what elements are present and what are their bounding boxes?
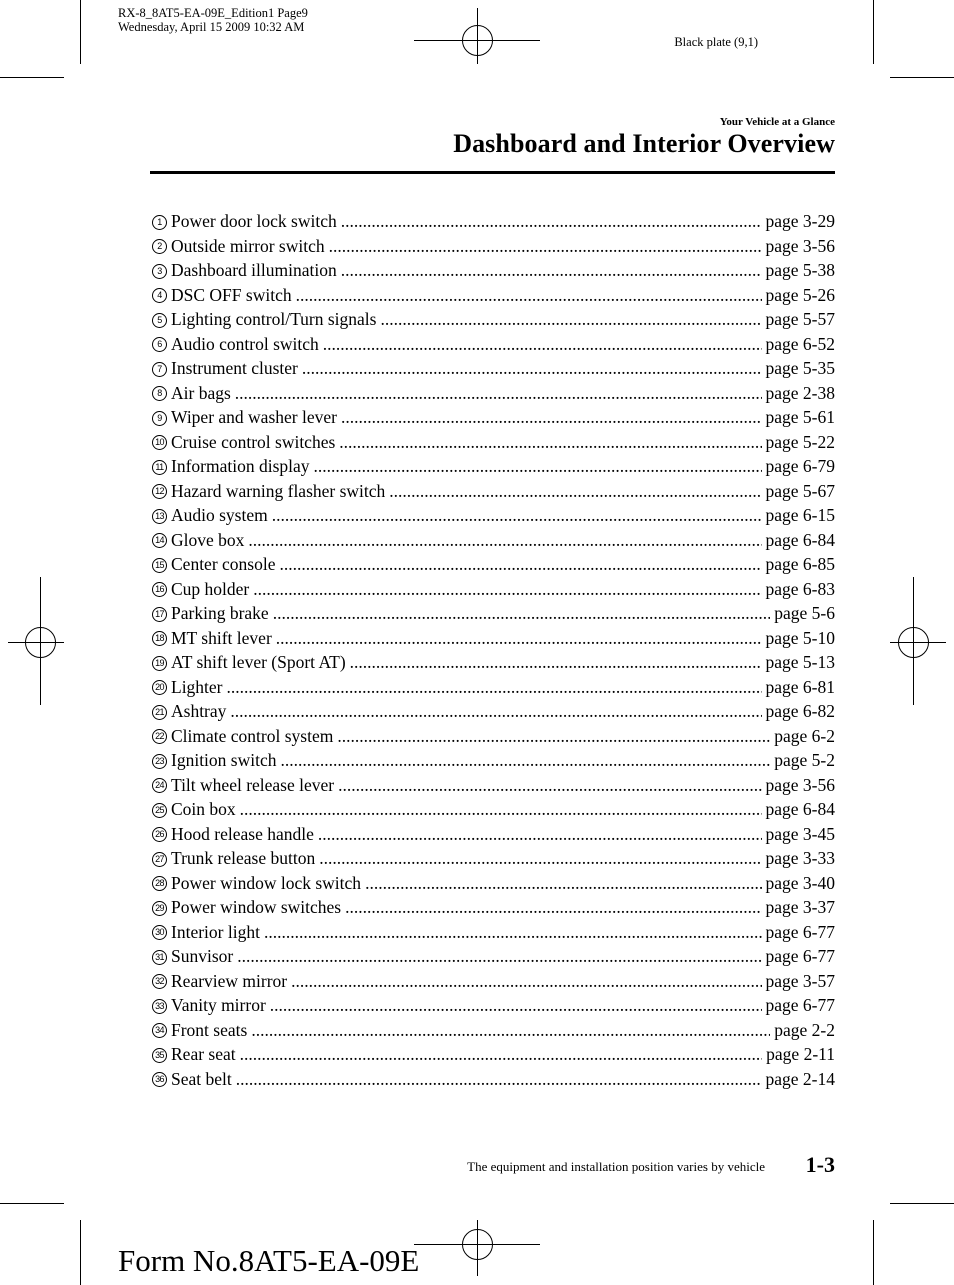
toc-entry-label: Ignition switch bbox=[171, 750, 277, 770]
item-number-badge: 22 bbox=[152, 729, 167, 744]
item-number-badge: 3 bbox=[152, 264, 167, 279]
dot-leader bbox=[273, 602, 771, 624]
toc-entry bbox=[152, 333, 835, 358]
dot-leader bbox=[323, 333, 762, 355]
table-of-contents bbox=[152, 210, 835, 1092]
item-number-badge: 4 bbox=[152, 288, 167, 303]
item-number-badge: 6 bbox=[152, 337, 167, 352]
dot-leader bbox=[264, 921, 762, 943]
toc-entry-page: page 6-85 bbox=[765, 554, 835, 574]
toc-entry bbox=[152, 1043, 835, 1068]
toc-entry bbox=[152, 994, 835, 1019]
toc-entry-label: Instrument cluster bbox=[171, 358, 298, 378]
footer-note: The equipment and installation position varies by vehicle bbox=[467, 1159, 765, 1174]
toc-entry bbox=[152, 259, 835, 284]
toc-entry bbox=[152, 921, 835, 946]
toc-entry-page: page 5-35 bbox=[765, 358, 835, 378]
toc-entry-page: page 6-79 bbox=[765, 456, 835, 476]
toc-entry-label: Ashtray bbox=[171, 701, 227, 721]
item-number-badge: 26 bbox=[152, 827, 167, 842]
toc-entry bbox=[152, 602, 835, 627]
toc-entry-page: page 3-56 bbox=[765, 235, 835, 256]
dot-leader bbox=[350, 651, 762, 673]
dot-leader bbox=[240, 798, 762, 820]
toc-entry-page: page 3-37 bbox=[765, 897, 835, 917]
toc-entry bbox=[152, 749, 835, 774]
item-number-badge: 13 bbox=[152, 509, 167, 524]
dot-leader bbox=[341, 210, 762, 232]
item-number-badge: 7 bbox=[152, 362, 167, 377]
dot-leader bbox=[389, 480, 761, 502]
toc-entry-page: page 6-84 bbox=[765, 529, 835, 550]
item-number-badge: 5 bbox=[152, 313, 167, 328]
toc-entry bbox=[152, 210, 835, 235]
toc-entry-label: Wiper and washer lever bbox=[171, 407, 337, 427]
toc-entry-page: page 6-84 bbox=[765, 799, 835, 819]
toc-entry-page: page 6-77 bbox=[765, 921, 835, 942]
item-number-badge: 10 bbox=[152, 435, 167, 450]
item-number-badge: 17 bbox=[152, 607, 167, 622]
toc-entry bbox=[152, 872, 835, 897]
item-number-badge: 30 bbox=[152, 925, 167, 940]
dot-leader bbox=[279, 553, 761, 575]
page-title: Dashboard and Interior Overview bbox=[453, 129, 835, 158]
toc-entry-page: page 5-61 bbox=[765, 407, 835, 427]
item-number-badge: 11 bbox=[152, 460, 167, 475]
toc-entry-page: page 5-10 bbox=[765, 627, 835, 648]
dot-leader bbox=[280, 749, 770, 771]
toc-entry-label: Information display bbox=[171, 456, 310, 476]
dot-leader bbox=[365, 872, 761, 894]
toc-entry-label: Dashboard illumination bbox=[171, 260, 337, 280]
toc-entry-label: Center console bbox=[171, 554, 276, 574]
dot-leader bbox=[319, 847, 761, 869]
dot-leader bbox=[345, 896, 761, 918]
toc-entry bbox=[152, 480, 835, 505]
item-number-badge: 20 bbox=[152, 680, 167, 695]
toc-entry-page: page 6-2 bbox=[774, 725, 835, 746]
toc-entry-page: page 3-56 bbox=[765, 774, 835, 795]
toc-entry-page: page 3-29 bbox=[765, 211, 835, 231]
toc-entry bbox=[152, 553, 835, 578]
section-heading: Your Vehicle at a Glance bbox=[719, 116, 835, 128]
toc-entry-label: Hazard warning flasher switch bbox=[171, 480, 386, 501]
toc-entry bbox=[152, 700, 835, 725]
dot-leader bbox=[296, 284, 762, 306]
toc-entry-page: page 5-26 bbox=[765, 284, 835, 305]
toc-entry-label: Vanity mirror bbox=[171, 995, 266, 1015]
item-number-badge: 25 bbox=[152, 803, 167, 818]
item-number-badge: 12 bbox=[152, 484, 167, 499]
toc-entry bbox=[152, 1019, 835, 1044]
item-number-badge: 36 bbox=[152, 1072, 167, 1087]
item-number-badge: 35 bbox=[152, 1048, 167, 1063]
toc-entry-label: AT shift lever (Sport AT) bbox=[171, 652, 346, 672]
toc-entry-page: page 5-13 bbox=[765, 652, 835, 672]
dot-leader bbox=[337, 725, 770, 747]
item-number-badge: 1 bbox=[152, 215, 167, 230]
dot-leader bbox=[227, 676, 762, 698]
toc-entry bbox=[152, 725, 835, 750]
dot-leader bbox=[235, 382, 762, 404]
toc-entry-label: Tilt wheel release lever bbox=[171, 774, 335, 795]
toc-entry-label: Lighting control/Turn signals bbox=[171, 309, 377, 329]
toc-entry-label: Trunk release button bbox=[171, 848, 316, 868]
toc-entry-label: Air bags bbox=[171, 382, 231, 403]
dot-leader bbox=[341, 259, 762, 281]
item-number-badge: 16 bbox=[152, 582, 167, 597]
toc-entry bbox=[152, 504, 835, 529]
dot-leader bbox=[253, 578, 761, 600]
dot-leader bbox=[291, 970, 761, 992]
toc-entry-page: page 6-52 bbox=[765, 333, 835, 354]
toc-entry-label: Seat belt bbox=[171, 1068, 232, 1089]
toc-entry bbox=[152, 896, 835, 921]
toc-entry-label: Rearview mirror bbox=[171, 970, 288, 991]
toc-entry-label: Hood release handle bbox=[171, 823, 314, 844]
toc-entry bbox=[152, 308, 835, 333]
item-number-badge: 29 bbox=[152, 901, 167, 916]
dot-leader bbox=[272, 504, 762, 526]
toc-entry bbox=[152, 627, 835, 652]
toc-entry-page: page 3-33 bbox=[765, 848, 835, 868]
toc-entry-page: page 3-57 bbox=[765, 970, 835, 991]
toc-entry bbox=[152, 676, 835, 701]
toc-entry bbox=[152, 945, 835, 970]
item-number-badge: 23 bbox=[152, 754, 167, 769]
toc-entry-page: page 5-22 bbox=[765, 431, 835, 452]
toc-entry bbox=[152, 774, 835, 799]
form-number: Form No.8AT5-EA-09E bbox=[118, 1243, 420, 1278]
toc-entry-label: Rear seat bbox=[171, 1044, 236, 1064]
dot-leader bbox=[314, 455, 762, 477]
toc-entry bbox=[152, 235, 835, 260]
dot-leader bbox=[251, 1019, 770, 1041]
toc-entry-page: page 5-67 bbox=[765, 480, 835, 501]
dot-leader bbox=[302, 357, 762, 379]
item-number-badge: 24 bbox=[152, 778, 167, 793]
toc-entry-label: Parking brake bbox=[171, 603, 269, 623]
toc-entry-label: Power window switches bbox=[171, 897, 342, 917]
item-number-badge: 18 bbox=[152, 631, 167, 646]
toc-entry bbox=[152, 970, 835, 995]
dot-leader bbox=[329, 235, 762, 257]
toc-entry bbox=[152, 284, 835, 309]
dot-leader bbox=[230, 700, 761, 722]
toc-entry-label: MT shift lever bbox=[171, 627, 272, 648]
item-number-badge: 9 bbox=[152, 411, 167, 426]
item-number-badge: 28 bbox=[152, 876, 167, 891]
toc-entry-label: Cruise control switches bbox=[171, 431, 336, 452]
item-number-badge: 2 bbox=[152, 239, 167, 254]
toc-entry-label: Audio control switch bbox=[171, 333, 319, 354]
toc-entry bbox=[152, 529, 835, 554]
dot-leader bbox=[270, 994, 762, 1016]
toc-entry-page: page 6-83 bbox=[765, 578, 835, 599]
dot-leader bbox=[236, 1068, 762, 1090]
toc-entry-page: page 6-15 bbox=[765, 505, 835, 525]
toc-entry bbox=[152, 431, 835, 456]
toc-entry-page: page 6-77 bbox=[765, 946, 835, 966]
item-number-badge: 14 bbox=[152, 533, 167, 548]
toc-entry bbox=[152, 382, 835, 407]
toc-entry bbox=[152, 578, 835, 603]
toc-entry-page: page 2-38 bbox=[765, 382, 835, 403]
toc-entry-page: page 2-11 bbox=[766, 1044, 835, 1064]
toc-entry-label: Cup holder bbox=[171, 578, 250, 599]
toc-entry-label: DSC OFF switch bbox=[171, 284, 292, 305]
toc-entry-label: Climate control system bbox=[171, 725, 334, 746]
toc-entry-page: page 5-6 bbox=[774, 603, 835, 623]
dot-leader bbox=[341, 406, 762, 428]
dot-leader bbox=[237, 945, 761, 967]
toc-entry-page: page 6-82 bbox=[765, 701, 835, 721]
plate-label: Black plate (9,1) bbox=[674, 35, 758, 49]
toc-entry-label: Power door lock switch bbox=[171, 211, 337, 231]
toc-entry bbox=[152, 798, 835, 823]
toc-entry-label: Audio system bbox=[171, 505, 268, 525]
toc-entry-page: page 5-2 bbox=[774, 750, 835, 770]
toc-entry-page: page 5-57 bbox=[765, 309, 835, 329]
toc-entry-page: page 2-2 bbox=[774, 1019, 835, 1040]
toc-entry bbox=[152, 651, 835, 676]
print-slug-file: RX-8_8AT5-EA-09E_Edition1 Page9 bbox=[118, 6, 308, 20]
item-number-badge: 19 bbox=[152, 656, 167, 671]
item-number-badge: 34 bbox=[152, 1023, 167, 1038]
dot-leader bbox=[240, 1043, 763, 1065]
toc-entry bbox=[152, 847, 835, 872]
toc-entry bbox=[152, 357, 835, 382]
print-slug-date: Wednesday, April 15 2009 10:32 AM bbox=[118, 20, 305, 34]
toc-entry bbox=[152, 1068, 835, 1093]
toc-entry-page: page 3-45 bbox=[765, 823, 835, 844]
toc-entry-label: Power window lock switch bbox=[171, 872, 362, 893]
page-number: 1-3 bbox=[805, 1152, 835, 1177]
dot-leader bbox=[276, 627, 762, 649]
toc-entry-label: Outside mirror switch bbox=[171, 235, 325, 256]
item-number-badge: 27 bbox=[152, 852, 167, 867]
toc-entry-page: page 5-38 bbox=[765, 260, 835, 280]
toc-entry bbox=[152, 823, 835, 848]
toc-entry-label: Glove box bbox=[171, 529, 245, 550]
dot-leader bbox=[380, 308, 761, 330]
item-number-badge: 8 bbox=[152, 386, 167, 401]
item-number-badge: 15 bbox=[152, 558, 167, 573]
dot-leader bbox=[339, 431, 761, 453]
toc-entry-label: Interior light bbox=[171, 921, 260, 942]
toc-entry-label: Lighter bbox=[171, 676, 223, 697]
item-number-badge: 32 bbox=[152, 974, 167, 989]
print-slug bbox=[118, 6, 308, 34]
toc-entry bbox=[152, 406, 835, 431]
dot-leader bbox=[318, 823, 762, 845]
dot-leader bbox=[248, 529, 761, 551]
toc-entry bbox=[152, 455, 835, 480]
toc-entry-page: page 2-14 bbox=[765, 1068, 835, 1089]
toc-entry-label: Coin box bbox=[171, 799, 236, 819]
toc-entry-page: page 3-40 bbox=[765, 872, 835, 893]
item-number-badge: 31 bbox=[152, 950, 167, 965]
toc-entry-page: page 6-81 bbox=[765, 676, 835, 697]
item-number-badge: 33 bbox=[152, 999, 167, 1014]
toc-entry-label: Sunvisor bbox=[171, 946, 234, 966]
toc-entry-page: page 6-77 bbox=[765, 995, 835, 1015]
toc-entry-label: Front seats bbox=[171, 1019, 248, 1040]
dot-leader bbox=[338, 774, 761, 796]
item-number-badge: 21 bbox=[152, 705, 167, 720]
title-divider bbox=[150, 171, 835, 174]
